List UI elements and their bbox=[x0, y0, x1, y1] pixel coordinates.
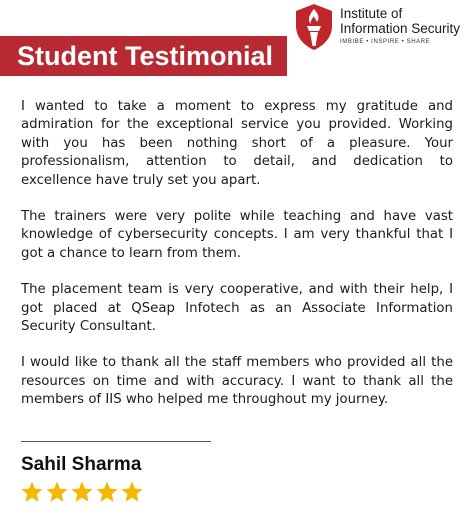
signature-divider bbox=[21, 441, 211, 442]
logo-line-1: Institute of bbox=[340, 6, 403, 21]
author-name: Sahil Sharma bbox=[21, 454, 142, 475]
logo-tagline: IMBIBE • INSPIRE • SHARE bbox=[340, 39, 431, 45]
testimonial-body bbox=[21, 98, 453, 428]
star-icon bbox=[95, 480, 119, 504]
institute-logo bbox=[292, 2, 472, 52]
star-icon bbox=[45, 480, 69, 504]
star-icon bbox=[70, 480, 94, 504]
torch-shield-icon bbox=[292, 2, 336, 52]
page-title: Student Testimonial bbox=[17, 41, 274, 71]
testimonial-paragraph-2: The trainers were very polite while teaching and have vast knowledge of cybersecurity concepts. I am very thankful that I got a chance to learn from them. bbox=[21, 209, 453, 261]
logo-line-2: Information Security bbox=[340, 21, 461, 36]
testimonial-paragraph-3: The placement team is very cooperative, and with their help, I got placed at QSeap Infotech as an Associate Information Security Consultant. bbox=[21, 282, 453, 335]
star-rating bbox=[20, 480, 145, 506]
star-icon bbox=[120, 480, 144, 504]
star-icon bbox=[20, 480, 44, 504]
testimonial-paragraph-4: I would like to thank all the staff members who provided all the resources on time and with accuracy. I want to thank all the members of IIS who helped me throughout my journey. bbox=[21, 355, 453, 408]
title-banner bbox=[0, 36, 287, 76]
testimonial-paragraph-1: I wanted to take a moment to express my gratitude and admiration for the exceptional service you provided. Working with you has been nothing short of a pleasure. Your professionalism, attention to detail, and dedication to excellence have truly set you apart. bbox=[21, 99, 453, 188]
